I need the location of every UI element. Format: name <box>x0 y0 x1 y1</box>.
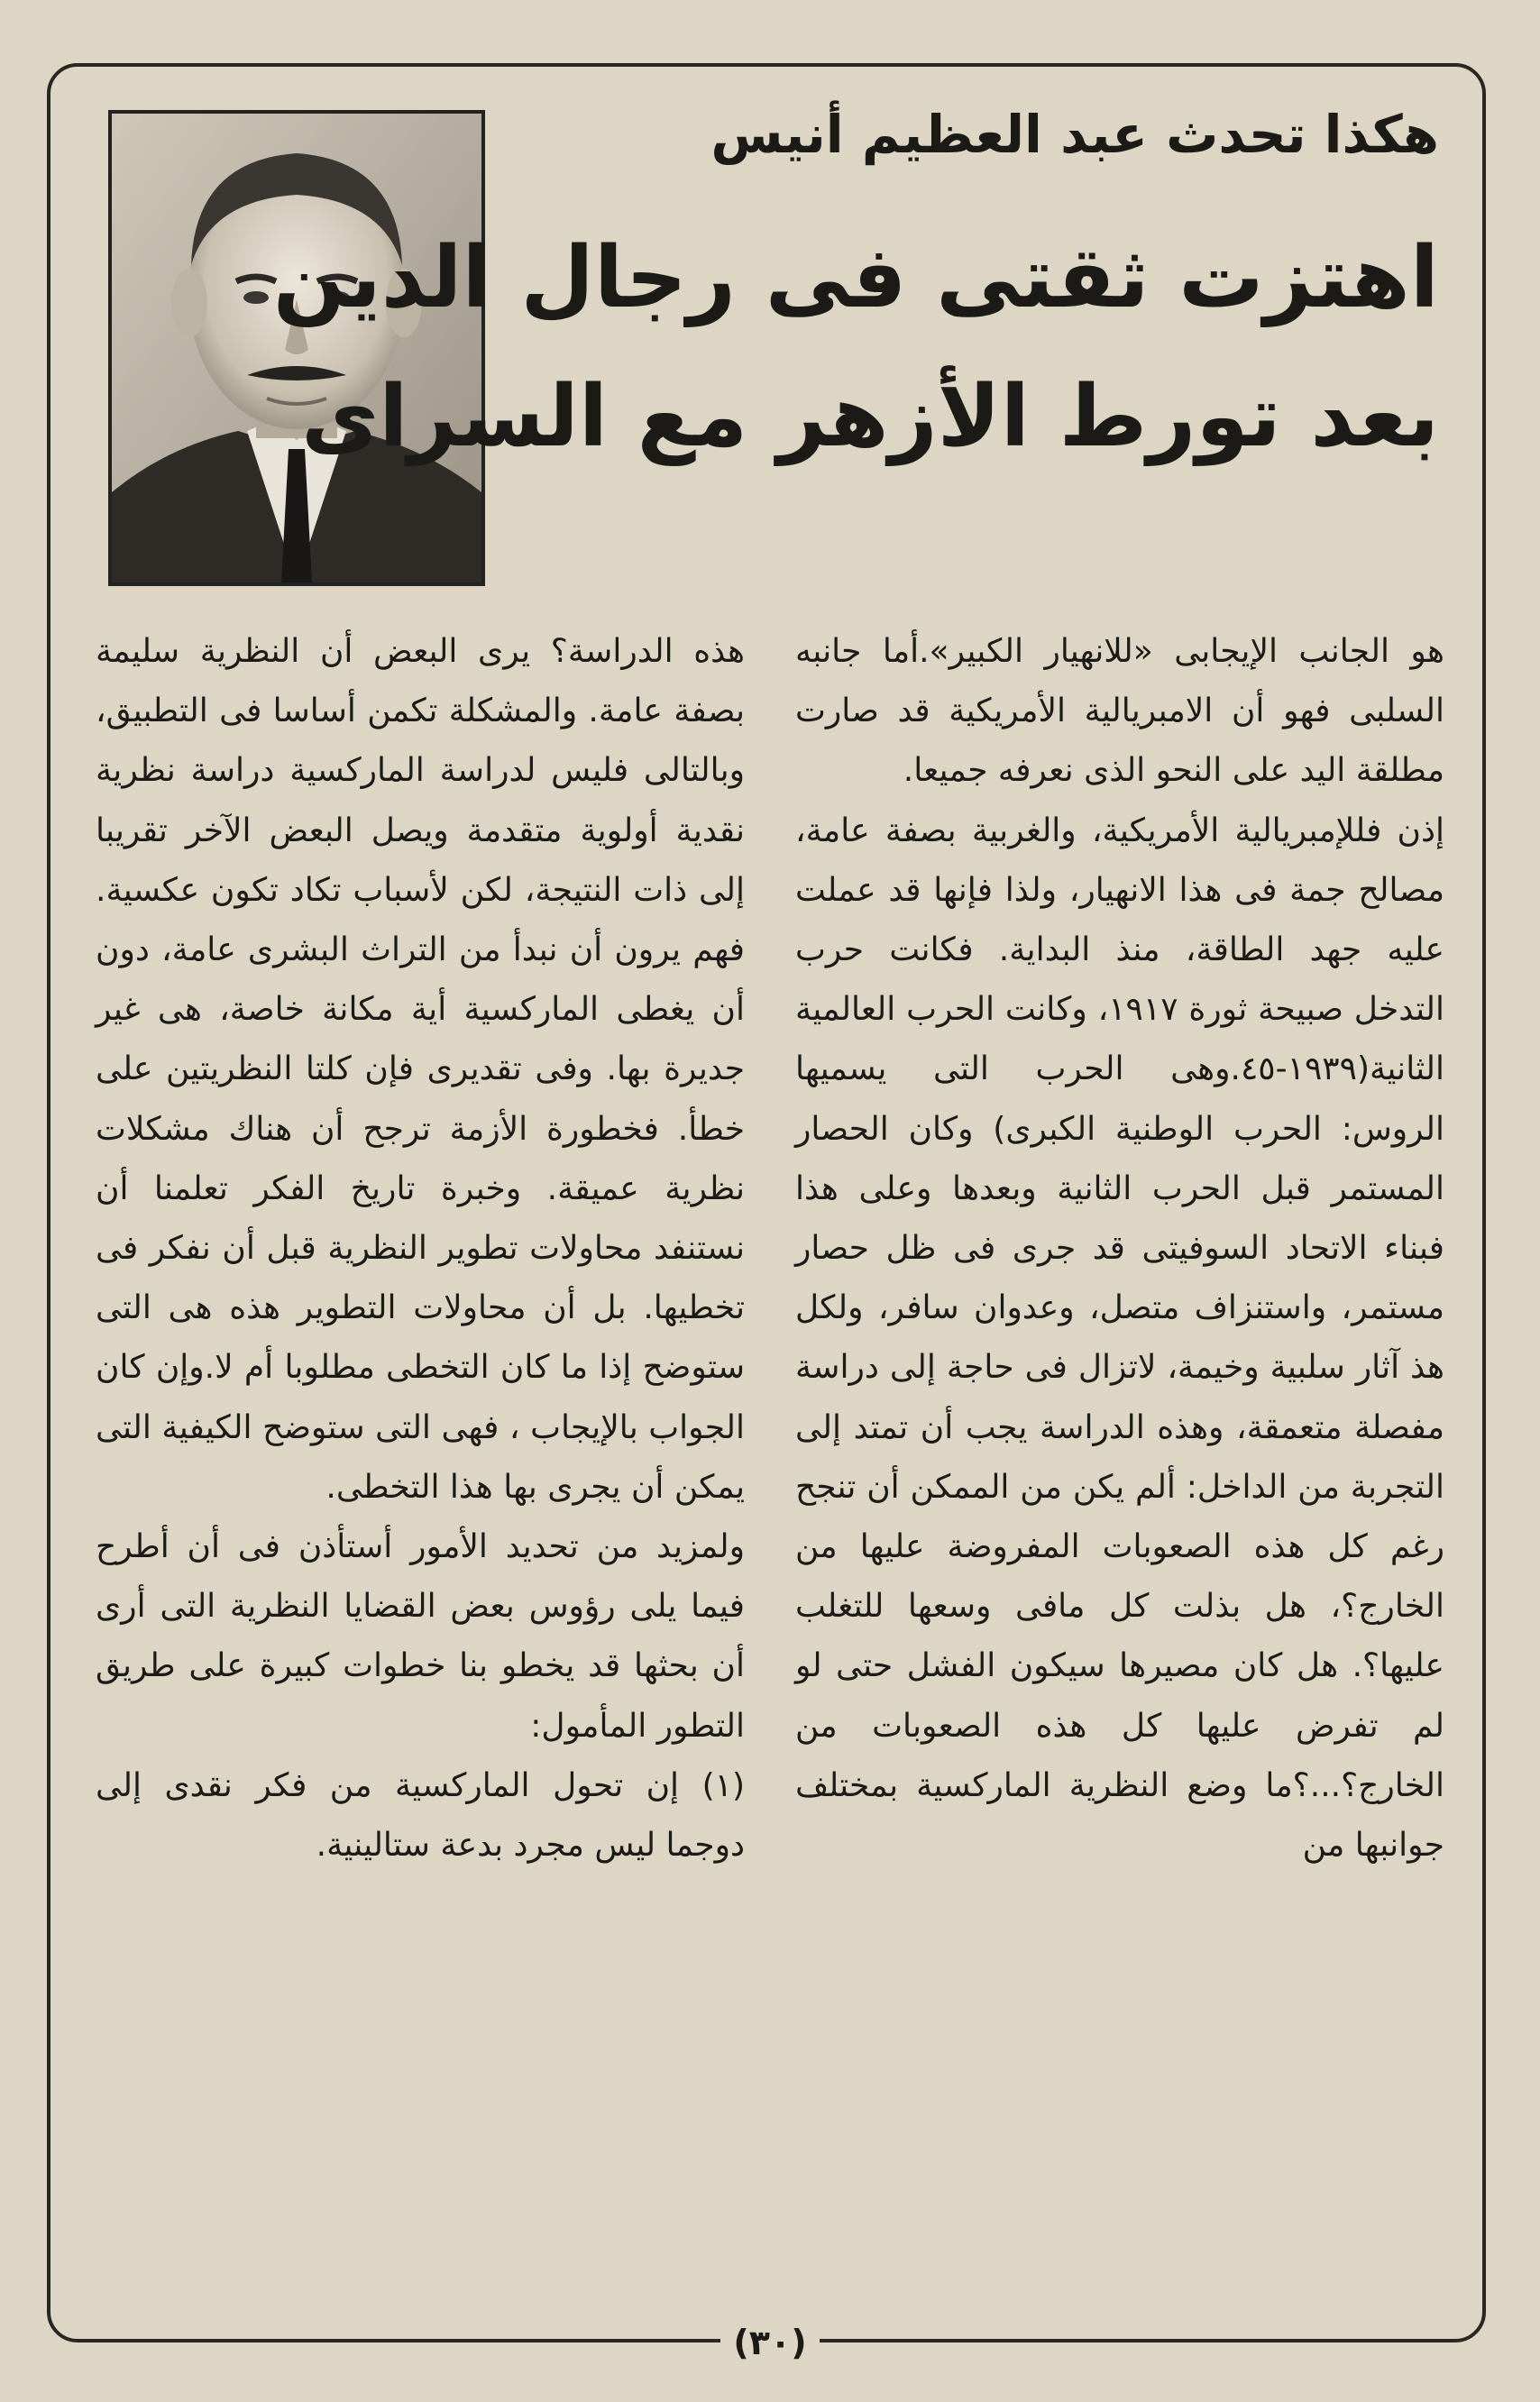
page-number <box>0 2323 1540 2382</box>
headline-line-1: اهتزت ثقتى فى رجال الدين <box>272 229 1439 327</box>
body-column-right <box>795 622 1444 1875</box>
body-column-left <box>96 622 745 1875</box>
paragraph: (١) إن تحول الماركسية من فكر نقدى إلى دوجما ليس مجرد بدعة ستالينية. <box>96 1766 745 1865</box>
paragraph: إذن فللإمبريالية الأمريكية، والغربية بصفة عامة، مصالح جمة فى هذا الانهيار، ولذا فإنها قد عملت عليه جهد الطاقة، منذ البداية. فكانت حرب التدخل صبيحة ثورة ١٩١٧، وكانت الحرب العالمية الثانية(١٩٣٩-٤٥.وهى الحرب التى يسميها الروس: الحرب الوطنية الكبرى) وكان الحصار المستمر قبل الحرب الثانية وبعدها وعلى هذا فبناء الاتحاد السوفيتى قد جرى فى ظل حصار مستمر، واستنزاف متصل، وعدوان سافر، ولكل هذ آثار سلبية وخيمة، لاتزال فى حاجة إلى دراسة مفصلة متعمقة، وهذه الدراسة يجب أن تمتد إلى التجربة من الداخل: ألم يكن من الممكن أن تنجح رغم كل هذه الصعوبات المفروضة عليها من الخارج؟، هل بذلت كل مافى وسعها للتغلب عليها؟. هل كان مصيرها سيكون الفشل حتى لو لم تفرض عليها كل هذه الصعوبات من الخارج؟...؟ما وضع النظرية الماركسية بمختلف جوانبها من <box>795 811 1444 1865</box>
article-kicker: هكذا تحدث عبد العظيم أنيس <box>710 104 1439 165</box>
article-headline <box>272 209 1439 487</box>
page-number-label: (٣٠) <box>720 2323 819 2362</box>
paragraph: ولمزيد من تحديد الأمور أستأذن فى أن أطرح فيما يلى رؤوس بعض القضايا النظرية التى أرى أن بحثها قد يخطو بنا خطوات كبيرة على طريق التطور المأمول: <box>96 1528 745 1745</box>
headline-line-2: بعد تورط الأزهر مع السراى <box>301 368 1439 466</box>
paragraph: هو الجانب الإيجابى «للانهيار الكبير».أما جانبه السلبى فهو أن الامبريالية الأمريكية قد صارت مطلقة اليد على النحو الذى نعرفه جميعا. <box>795 633 1444 790</box>
paragraph: هذه الدراسة؟ يرى البعض أن النظرية سليمة بصفة عامة. والمشكلة تكمن أساسا فى التطبيق، وبالتالى فليس لدراسة الماركسية دراسة نظرية نقدية أولوية متقدمة ويصل البعض الآخر تقريبا إلى ذات النتيجة، لكن لأسباب تكاد تكون عكسية. فهم يرون أن نبدأ من التراث البشرى عامة، دون أن يغطى الماركسية أية مكانة خاصة، هى غير جديرة بها. وفى تقديرى فإن كلتا النظريتين على خطأ. فخطورة الأزمة ترجح أن هناك مشكلات نظرية عميقة. وخبرة تاريخ الفكر تعلمنا أن نستنفد محاولات تطوير النظرية قبل أن نفكر فى تخطيها. بل أن محاولات التطوير هذه هى التى ستوضح إذا ما كان التخطى مطلوبا أم لا.وإن كان الجواب بالإيجاب ، فهى التى ستوضح الكيفية التى يمكن أن يجرى بها هذا التخطى. <box>96 633 745 1506</box>
